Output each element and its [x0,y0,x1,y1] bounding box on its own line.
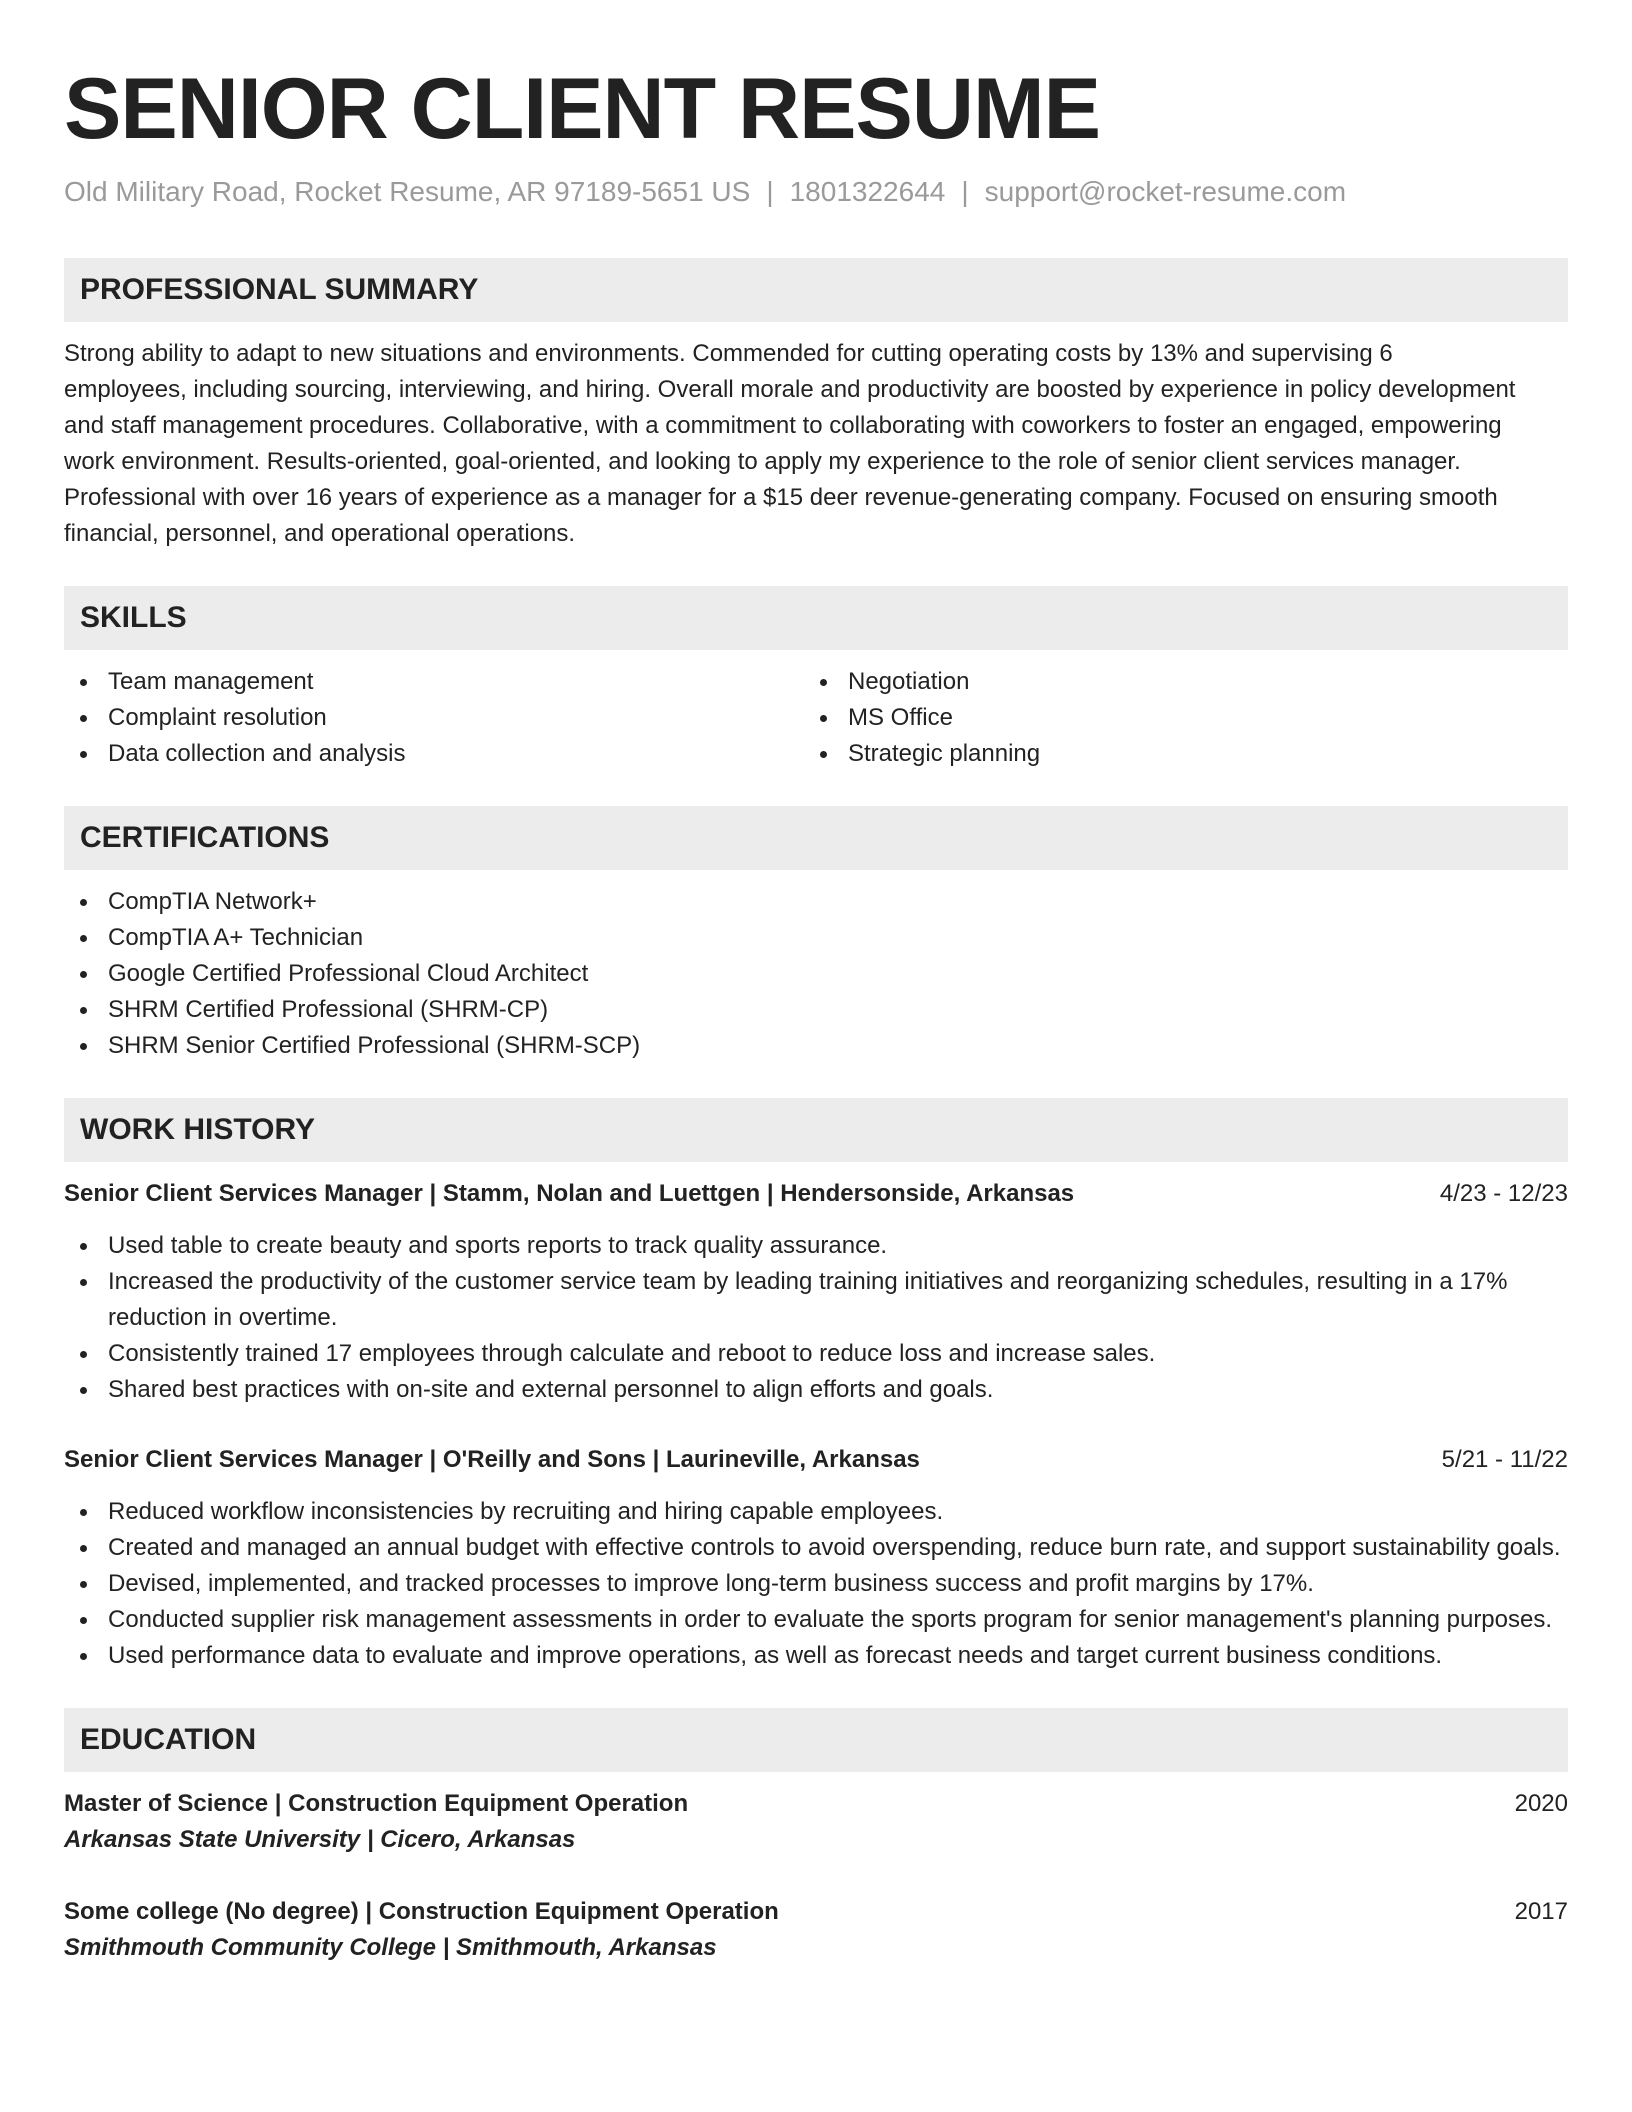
certifications-list [64,884,1568,1064]
skills-list [64,664,1568,772]
summary-heading: PROFESSIONAL SUMMARY [64,258,1568,322]
job-entry [64,1442,1568,1674]
education-school: Arkansas State University | Cicero, Arkansas [64,1826,576,1853]
job-bullet: Created and managed an annual budget with effective controls to avoid overspending, reduce burn rate, and support sustainability goals. [64,1530,1568,1566]
contact-separator: | [766,176,774,207]
job-header [64,1442,1568,1478]
education-entry [64,1786,1568,1858]
skill-item: Negotiation [804,664,1544,700]
job-bullet: Devised, implemented, and tracked processes to improve long-term business success and profit margins by 17%. [64,1566,1568,1602]
skill-item: Data collection and analysis [64,736,804,772]
summary-line: Professional with over 16 years of experience as a manager for a $15 deer revenue-generating company. Focused on ensuring smooth [64,484,1498,511]
certification-item: SHRM Senior Certified Professional (SHRM-SCP) [64,1028,1568,1064]
contact-separator: | [961,176,969,207]
job-dates: 4/23 - 12/23 [1439,1180,1568,1207]
certification-item: SHRM Certified Professional (SHRM-CP) [64,992,1568,1028]
summary-line: Strong ability to adapt to new situations and environments. Commended for cutting operating costs by 13% and supervising 6 [64,340,1393,367]
contact-line [64,176,1568,208]
job-bullet: Consistently trained 17 employees through calculate and reboot to reduce loss and increase sales. [64,1336,1568,1372]
education-year: 2017 [1514,1898,1568,1925]
job-title: Senior Client Services Manager | Stamm, Nolan and Luettgen | Hendersonside, Arkansas [64,1180,1075,1207]
summary-line: work environment. Results-oriented, goal-oriented, and looking to apply my experience to the role of senior client services manager. [64,448,1461,475]
certifications-heading: CERTIFICATIONS [64,806,1568,870]
job-header [64,1176,1568,1212]
contact-email: support@rocket-resume.com [984,176,1347,207]
summary-line: employees, including sourcing, interviewing, and hiring. Overall morale and productivity are boosted by experience in policy development [64,376,1516,403]
job-bullet: Used table to create beauty and sports reports to track quality assurance. [64,1228,1568,1264]
job-dates: 5/21 - 11/22 [1441,1446,1568,1473]
skills-column-right [804,664,1544,772]
education-year: 2020 [1514,1790,1568,1817]
contact-address: Old Military Road, Rocket Resume, AR 97189-5651 US [64,176,751,207]
job-bullet: Reduced workflow inconsistencies by recruiting and hiring capable employees. [64,1494,1568,1530]
skill-item: Strategic planning [804,736,1544,772]
job-bullets [64,1228,1568,1408]
education-degree: Some college (No degree) | Construction Equipment Operation [64,1898,779,1925]
summary-line: financial, personnel, and operational operations. [64,520,576,547]
summary-line: and staff management procedures. Collaborative, with a commitment to collaborating with coworkers to foster an engaged, empowering [64,412,1502,439]
skills-column-left [64,664,804,772]
summary-text [64,336,1568,552]
certification-item: CompTIA A+ Technician [64,920,1568,956]
education-school: Smithmouth Community College | Smithmouth, Arkansas [64,1934,717,1961]
job-bullets [64,1494,1568,1674]
skill-item: Complaint resolution [64,700,804,736]
contact-phone: 1801322644 [789,176,946,207]
work-history-heading: WORK HISTORY [64,1098,1568,1162]
skill-item: MS Office [804,700,1544,736]
education-heading: EDUCATION [64,1708,1568,1772]
education-header [64,1894,1568,1930]
job-bullet: Conducted supplier risk management assessments in order to evaluate the sports program for senior management's planning purposes. [64,1602,1568,1638]
resume-name: SENIOR CLIENT RESUME [64,61,1100,157]
job-bullet: Increased the productivity of the customer service team by leading training initiatives and reorganizing schedules, resulting in a 17% reduction in overtime. [64,1264,1568,1336]
certification-item: Google Certified Professional Cloud Architect [64,956,1568,992]
skills-heading: SKILLS [64,586,1568,650]
certification-item: CompTIA Network+ [64,884,1568,920]
job-entry [64,1176,1568,1408]
education-entry [64,1894,1568,1966]
skill-item: Team management [64,664,804,700]
job-bullet: Shared best practices with on-site and external personnel to align efforts and goals. [64,1372,1568,1408]
education-header [64,1786,1568,1822]
job-title: Senior Client Services Manager | O'Reilly and Sons | Laurineville, Arkansas [64,1446,920,1473]
education-degree: Master of Science | Construction Equipment Operation [64,1790,689,1817]
job-bullet: Used performance data to evaluate and improve operations, as well as forecast needs and target current business conditions. [64,1638,1568,1674]
